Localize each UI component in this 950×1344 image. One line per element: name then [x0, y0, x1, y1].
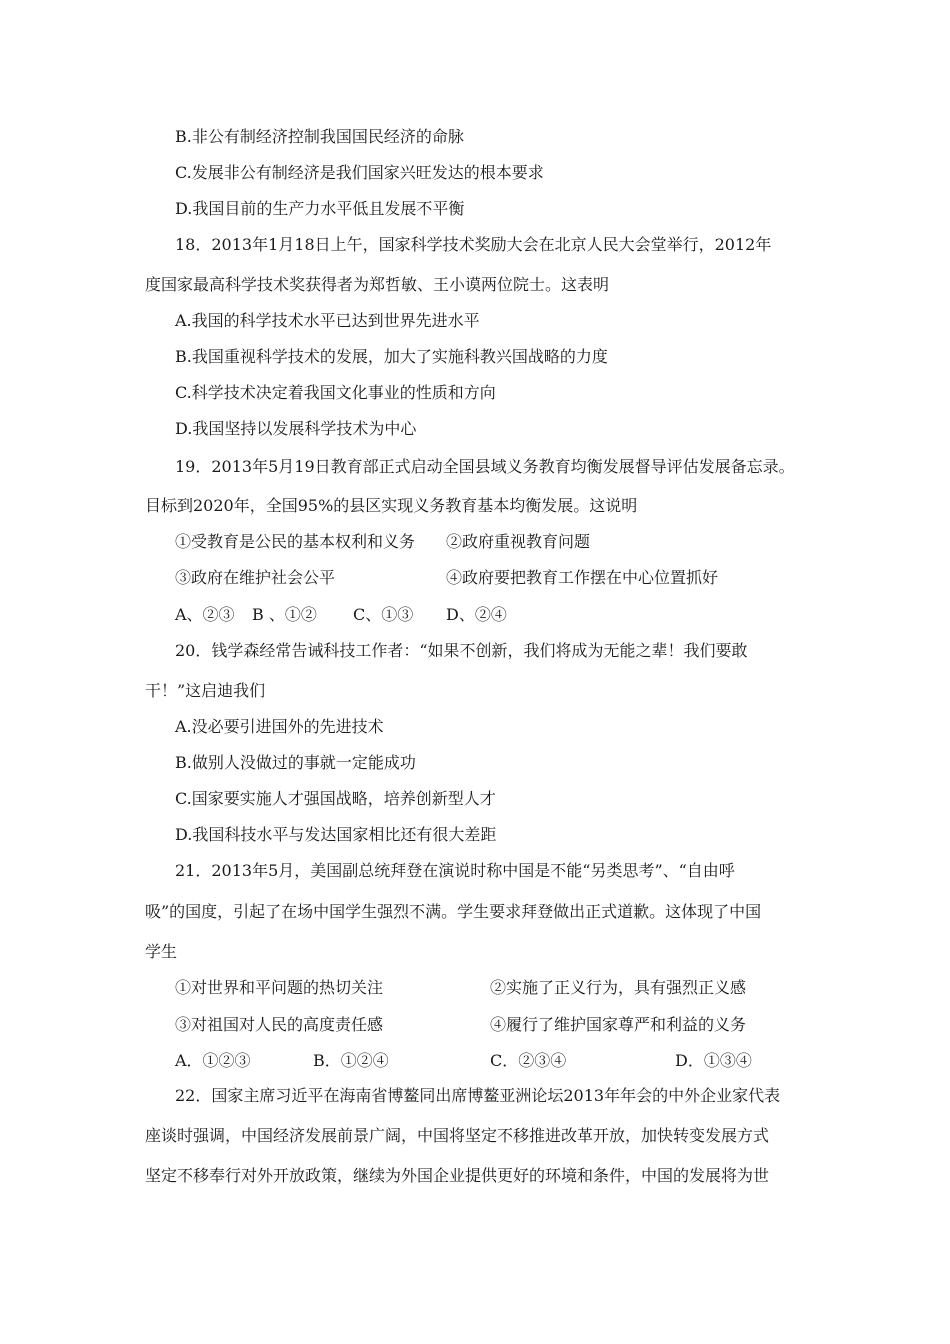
q21-choice-c: C．②③④ [490, 1051, 567, 1070]
q21-choice-d: D．①③④ [675, 1051, 752, 1070]
q21-item-1: ①对世界和平问题的热切关注 [175, 978, 384, 997]
q22-stem-line-1: 22．国家主席习近平在海南省博鳌同出席博鳌亚洲论坛2013年年会的中外企业家代表 [175, 1086, 781, 1105]
q22-stem-line-3: 坚定不移奉行对外开放政策，继续为外国企业提供更好的环境和条件，中国的发展将为世 [145, 1166, 770, 1185]
q19-choice-d: D、②④ [446, 605, 507, 624]
q19-item-1: ①受教育是公民的基本权利和义务 [175, 532, 416, 551]
q20-stem-line-1: 20．钱学森经常告诫科技工作者：“如果不创新，我们将成为无能之辈！我们要敢 [175, 641, 748, 660]
q19-choice-a: A、②③ [175, 605, 235, 624]
q19-item-2: ②政府重视教育问题 [446, 532, 591, 551]
q18-option-a: A.我国的科学技术水平已达到世界先进水平 [175, 311, 480, 330]
q19-choice-b: B 、①② [252, 605, 317, 624]
q20-option-d: D.我国科技水平与发达国家相比还有很大差距 [175, 825, 497, 844]
q21-stem-line-2: 吸”的国度，引起了在场中国学生强烈不满。学生要求拜登做出正式道歉。这体现了中国 [145, 902, 762, 921]
q20-option-b: B.做别人没做过的事就一定能成功 [175, 753, 416, 772]
q18-stem-line-1: 18．2013年1月18日上午，国家科学技术奖励大会在北京人民大会堂举行，2012年 [175, 235, 772, 254]
q19-item-4: ④政府要把教育工作摆在中心位置抓好 [446, 568, 719, 587]
q18-option-d: D.我国坚持以发展科学技术为中心 [175, 419, 417, 438]
q21-stem-line-3: 学生 [145, 942, 178, 961]
q18-stem-line-2: 度国家最高科学技术奖获得者为郑哲敏、王小谟两位院士。这表明 [145, 275, 610, 294]
q17-option-d: D.我国目前的生产力水平低且发展不平衡 [175, 199, 465, 218]
q21-item-3: ③对祖国对人民的高度责任感 [175, 1015, 384, 1034]
q18-option-b: B.我国重视科学技术的发展，加大了实施科教兴国战略的力度 [175, 347, 608, 366]
q21-choice-b: B．①②④ [313, 1051, 389, 1070]
q20-option-c: C.国家要实施人才强国战略，培养创新型人才 [175, 789, 496, 808]
q19-item-3: ③政府在维护社会公平 [175, 568, 336, 587]
q21-stem-line-1: 21．2013年5月，美国副总统拜登在演说时称中国是不能“另类思考”、“自由呼 [175, 861, 735, 880]
q17-option-b: B.非公有制经济控制我国国民经济的命脉 [175, 127, 464, 146]
q18-option-c: C.科学技术决定着我国文化事业的性质和方向 [175, 383, 496, 402]
q19-stem-line-2: 目标到2020年，全国95%的县区实现义务教育基本均衡发展。这说明 [145, 496, 638, 515]
q19-choice-c: C、①③ [353, 605, 414, 624]
q21-choice-a: A．①②③ [175, 1051, 251, 1070]
q21-item-2: ②实施了正义行为，具有强烈正义感 [490, 978, 747, 997]
q22-stem-line-2: 座谈时强调，中国经济发展前景广阔，中国将坚定不移推进改革开放，加快转变发展方式 [145, 1126, 770, 1145]
q20-option-a: A.没必要引进国外的先进技术 [175, 717, 384, 736]
q19-stem-line-1: 19．2013年5月19日教育部正式启动全国县域义务教育均衡发展督导评估发展备忘录。 [175, 457, 795, 476]
q21-item-4: ④履行了维护国家尊严和利益的义务 [490, 1015, 747, 1034]
q20-stem-line-2: 干！”这启迪我们 [145, 681, 266, 700]
q17-option-c: C.发展非公有制经济是我们国家兴旺发达的根本要求 [175, 163, 544, 182]
